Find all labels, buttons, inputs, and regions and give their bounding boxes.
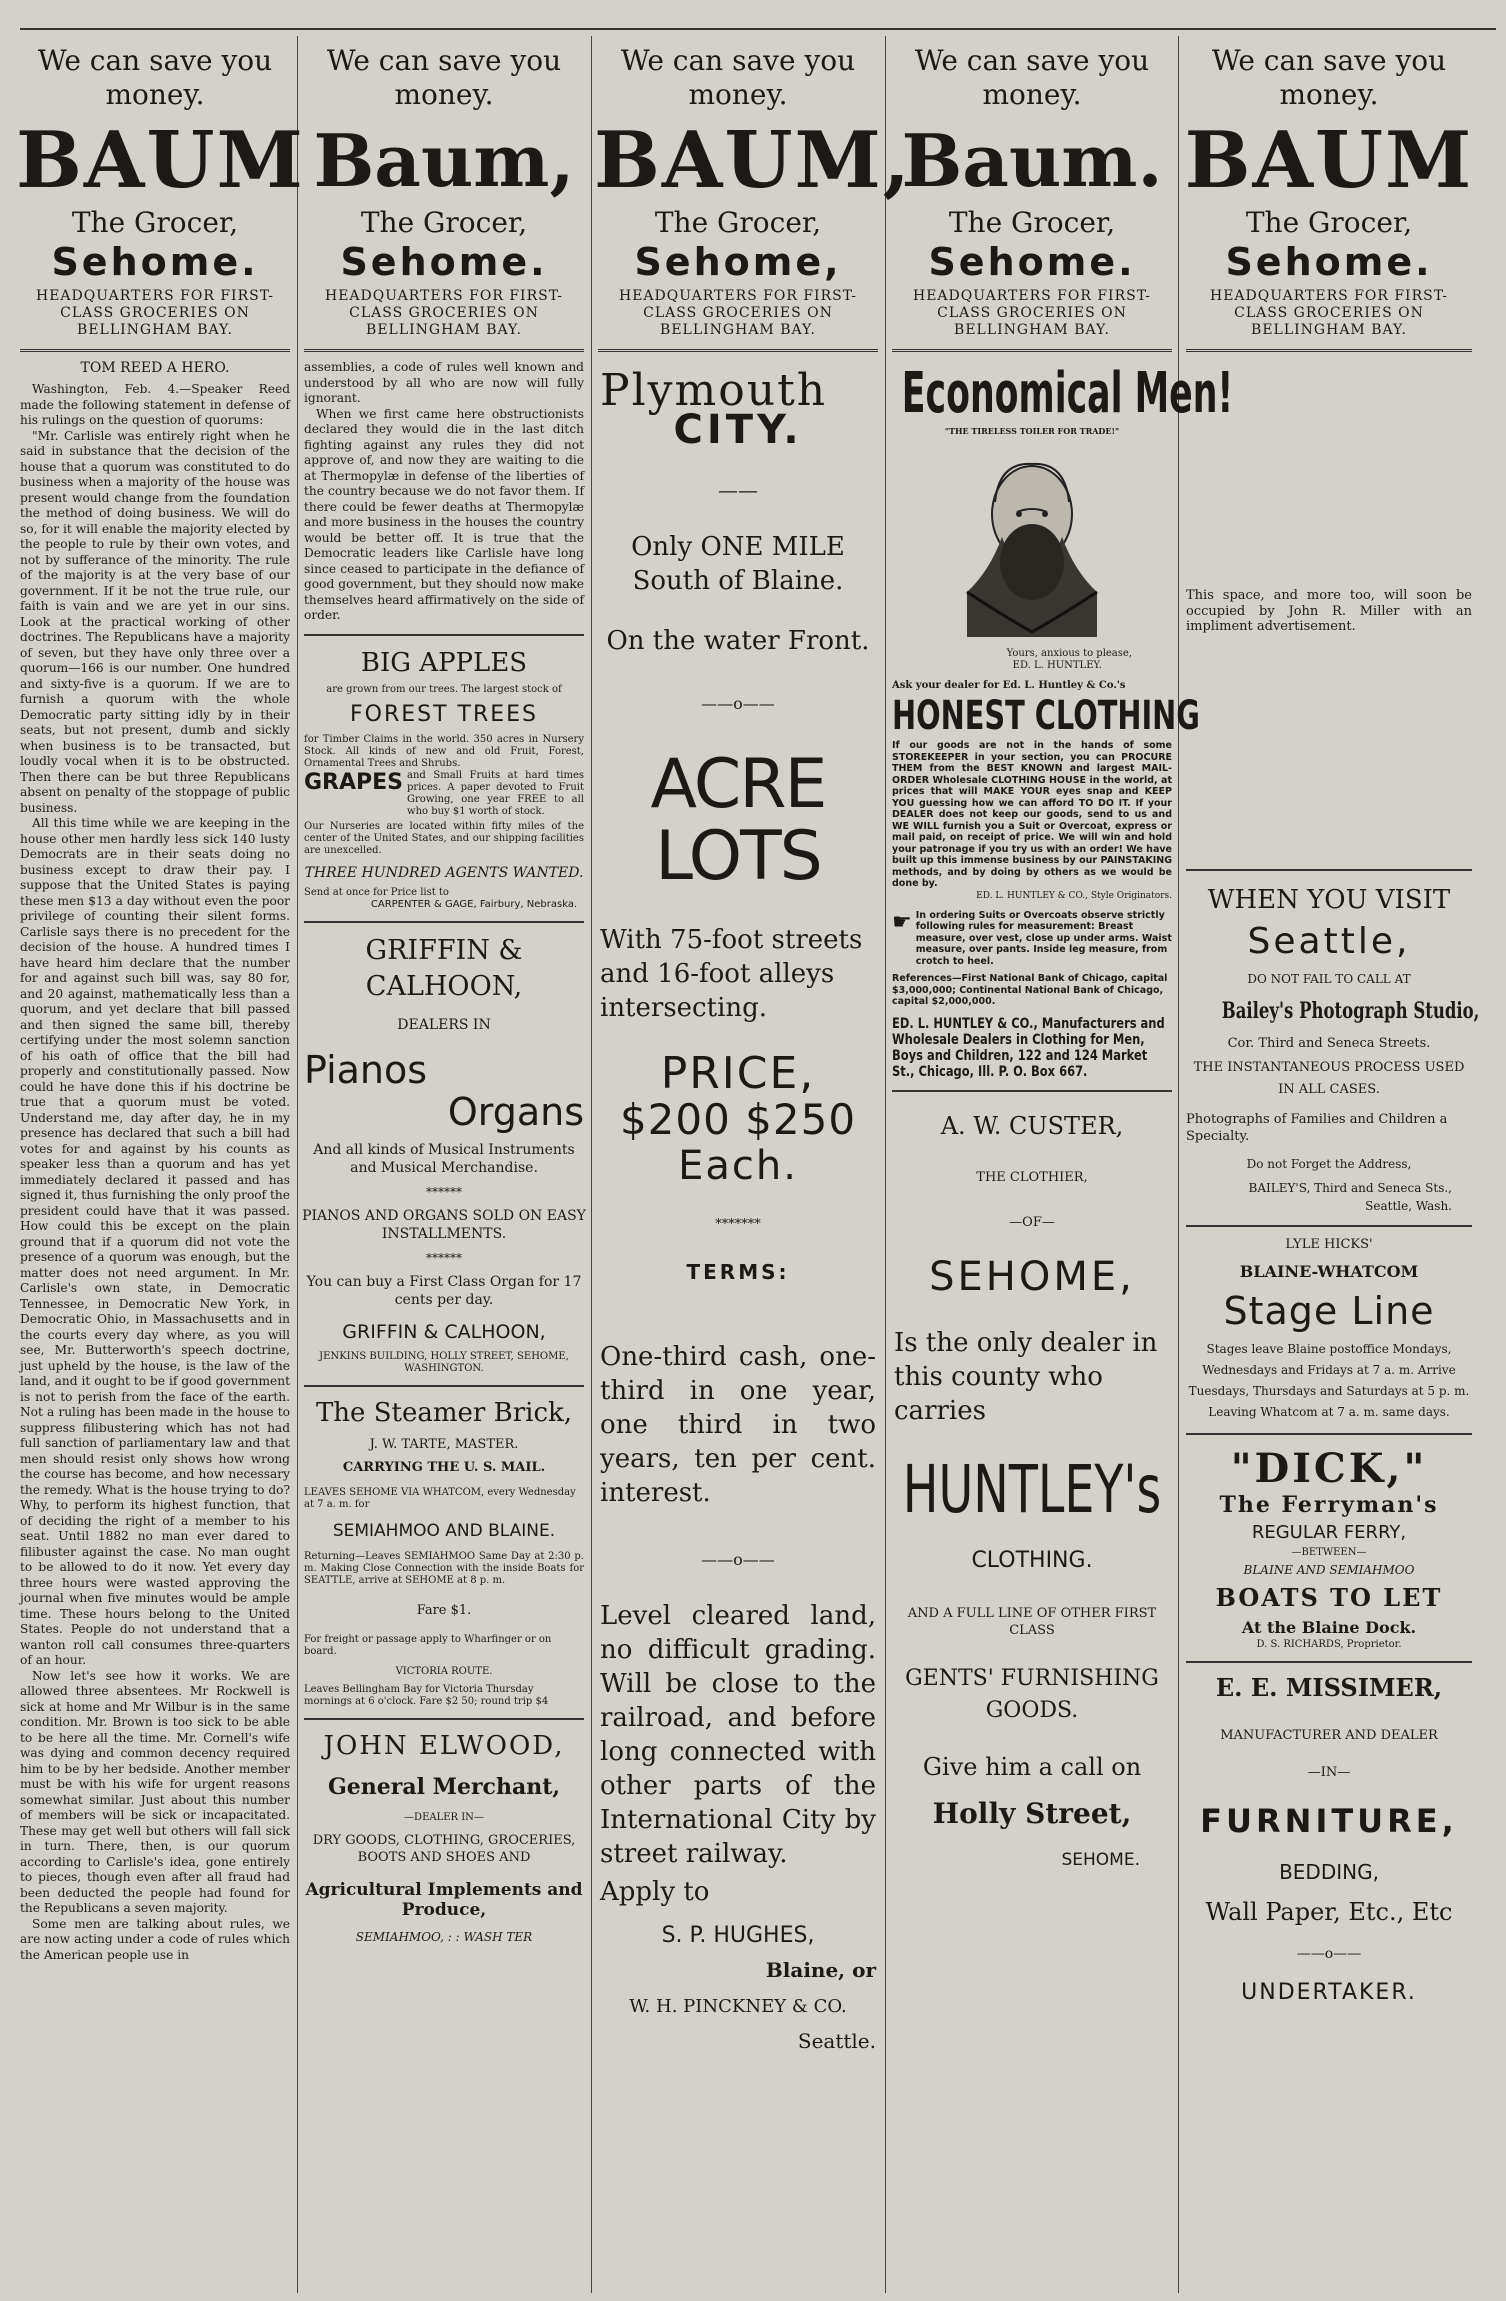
holly-street: Holly Street, [932,1796,1132,1830]
stage-ad [1182,1237,1476,1423]
between: —BETWEEN— [1291,1546,1367,1558]
stage-text: Stages leave Blaine postoffice Mondays, Wednesdays and Fridays at 7 a. m. Arrive Tuesdays, Thursdays and Saturdays at 5 p. m. Leaving Whatcom at 7 a. m. same days. [1188,1341,1470,1419]
blaine-dock: At the Blaine Dock. [1241,1617,1417,1637]
forget-address: Do not Forget the Address, [1246,1156,1412,1171]
victoria-text: Leaves Bellingham Bay for Victoria Thursday mornings at 6 o'clock. Fare $2 50; round trip $4 [304,1683,549,1707]
column-4 [888,36,1234,2293]
give-call: Give him a call on [922,1752,1142,1781]
column-3 [594,36,912,2293]
divider [1186,1433,1472,1435]
sep: ——o—— [701,694,775,713]
miller-notice: This space, and more too, will soon be occupied by John R. Miller with an impliment advertisement. [1186,588,1472,634]
bailey-corner: Cor. Third and Seneca Streets. [1227,1035,1431,1051]
article-paragraph: assemblies, a code of rules well known and understood by all who are now will fully ignorant. [304,360,584,405]
ad-sehome: Sehome. [1225,240,1433,284]
one-mile-south: Only ONE MILE South of Blaine. [631,532,845,596]
custer-ad [888,1112,1176,1870]
honest-clothing: HONEST CLOTHING [892,693,1200,739]
missimer-ad [1182,1673,1476,2005]
ad-hq: HEADQUARTERS FOR FIRST-CLASS GROCERIES ON BELLINGHAM BAY. [325,288,563,338]
ad-tagline: We can save you money. [620,44,856,111]
price-values: $200 $250 [619,1095,857,1144]
custer-sehome2: SEHOME. [1061,1849,1140,1870]
divider [1186,1661,1472,1663]
article-paragraph: Now let's see how it works. We are allowed three absentees. Mr Rockwell is sick at home and Mr Wilbur is in the same condition. Mr. Brown is too sick to be able to be here all the time. Mr. Cornell's wife was dying and common decency required him to be by her bedside. Another member must be with his wife for urgent reasons somewhat similar. Just about this number of members will be sick or incapacitated. These may get well but others will fall sick in turn. There, then, is our quorum according to Carlisle's idea, gone entirely to pieces, though even after all fraud had been deducted the people had found for the Republicans a seven majority. [20,1668,290,1915]
ad-name: BAUM [16,115,305,206]
plymouth-city: CITY. [673,407,803,453]
divider [304,1385,584,1387]
elwood-merchant: General Merchant, [327,1773,561,1800]
ad-hq: HEADQUARTERS FOR FIRST-CLASS GROCERIES ON BELLINGHAM BAY. [619,288,857,338]
bailey-ad [1182,884,1480,1215]
divider [598,349,878,352]
ad-grocer: The Grocer, [360,206,528,239]
divider [1186,349,1472,352]
full-line: AND A FULL LINE OF OTHER FIRST CLASS [907,1605,1157,1638]
portrait-illustration [947,442,1117,642]
ferryman: The Ferryman's [1219,1491,1439,1518]
baum-ad [1182,44,1476,339]
griffin-instruments: And all kinds of Musical Instruments and Musical Merchandise. [313,1141,575,1176]
economical-men: Economical Men! [901,361,1234,426]
huntley-signature: ED. L. HUNTLEY. [1012,660,1102,671]
stage-line: Stage Line [1223,1288,1435,1333]
steamer-master: J. W. TARTE, MASTER. [369,1436,519,1452]
ad-sehome: Sehome. [928,240,1136,284]
article-paragraph: All this time while we are keeping in the house other men hardly less sick 140 lusty Democrats are in their seats doing no business except to draw their pay. I suppose that the United States is paying these men $13 a day without even the poor privilege of counting their silent forms. Carlisle says there is no precedent for the decision of the house. A hundred times I have heard him declare that the number for and against such bill was, say 80 for, and 20 against, mathematically less than a quorum, and yet declare that bill passed and then signed the same bill, thereby certifying under the most solemn sanction of his oath of office that the bill had properly and constitutionally passed. Now could he have done this if his doctrine be true that a quorum must be voted. Understand me, day after day, he in my presence has declared that such a bill had votes for and against by his counts as speaker less than a quorum and has yet immediately declared it passed and has signed it, thus furnishing the only proof the president could have that it was passed. How could this be except on the plain ground that if a quorum did not vote the presence of a quorum was enough, but the matter does not need argument. In Mr. Carlisle's own state, in Democratic Tennessee, in Democratic New York, in Democratic Ohio, in Massachusetts and in the courts every day where, as you will see, Mr. Butterworth's speech doctrine, just upheld by the house, is the law of the land, and it ought to be if good government is not to perish from the face of the earth. Not a ruling has been made in the house to suppress filibustering which has not had full sanction of parliamentary law and that men should resist only shows how wrong the course has become, and how necessary the remedy. What is the house trying to do? Why, to perform its highest function, that of deciding the right of a member to his seat. Until 1882 no man ever dared to filibuster against the case. No man ought to be allowed to do it now. Yet every day three hours were wasted approving the journal when five minutes would be ample time. These hours belong to the United States. People do not understand that a wanton roll call consumes three-quarters of an hour. [20,816,290,1667]
article-continued [300,360,588,624]
article-title: TOM REED A HERO. [80,360,230,376]
forest-trees: FOREST TREES [349,701,539,727]
stars: ******* [715,1217,761,1232]
steamer-title: The Steamer Brick, [315,1397,573,1428]
apply-to: Apply to [600,1877,710,1907]
ad-tagline: We can save you money. [326,44,562,111]
blaine-or: Blaine, or [765,1958,876,1982]
griffin-ad [300,933,588,1375]
huntleys: HUNTLEY's [902,1450,1162,1528]
streets-text: With 75-foot streets and 16-foot alleys intersecting. [600,925,863,1023]
divider [1186,869,1472,871]
griffin-dealers: DEALERS IN [397,1016,491,1033]
sep: —— [718,478,758,502]
references-text: References—First National Bank of Chicago, capital $3,000,000; Continental National Bank of Chicago, capital $2,000,000. [892,973,1168,1007]
terms-title: TERMS: [686,1260,790,1284]
article-paragraph: When we first came here obstructionists declared they would die in the last ditch fighting against any rules they did not approve of, and now they are waiting to die at Thermopylæ in defense of the liberties of the country because we do not favor them. If there could be fewer deaths at Thermopylæ and more business in the houses the country would be better off. It is true that the Democratic leaders like Carlisle have long since ceased to participate in the defiance of good government, but they should now make themselves heard affirmatively on the side of order. [304,406,584,622]
bailey-studio: Bailey's Photograph Studio, [1221,997,1480,1024]
elwood-dealer: —DEALER IN— [404,1811,484,1823]
nursery-text: Our Nurseries are located within fifty miles of the center of the United States, and our shipping facilities are unexcelled. [304,820,584,856]
furniture: FURNITURE, [1200,1801,1458,1840]
sep: ——o—— [701,1550,775,1569]
pinckney: W. H. PINCKNEY & CO. [629,1996,847,2017]
article-paragraph: Some men are talking about rules, we are now acting under a code of rules which the American people use in [20,1916,290,1962]
grapes-label: GRAPES [304,769,404,795]
elwood-place: SEMIAHMOO, : : WASH TER [355,1929,533,1944]
article-paragraph: "Mr. Carlisle was entirely right when he said in substance that the decision of the house that a quorum was constituted to do business when a majority of the house was present would change from the foundation the method of doing business. We will do so, for it will enable the majority elected by the people to rule by their own votes, and not by sufferance of the minority. The rule of the majority is at the very base of our government. If it be not the true rule, our faith is vain and we are yet in our sins. Look at the practical working of other doctrines. The Republicans have a majority of seven, but they have only three over a quorum—166 is our number. One hundred and sixty-five is a quorum. If we are to furnish a quorum with the whole Democratic party sitting idly by in their seats, but not present, dumb and sickly when business is to be transacted, but loudly vocal when it is to be obstructed. Then there can be but three Republicans absent on penalty of the stoppage of public business. [20,428,290,815]
installments: PIANOS AND ORGANS SOLD ON EASY INSTALLMENTS. [302,1207,586,1242]
dick-title: "DICK," [1230,1444,1428,1492]
wall-paper: Wall Paper, Etc., Etc [1205,1897,1453,1926]
ad-grocer: The Grocer, [948,206,1116,239]
bailey-seattle: Seattle, [1247,920,1411,962]
column-rule [297,36,298,2293]
victoria-route: VICTORIA ROUTE. [395,1665,493,1677]
article-paragraph: Washington, Feb. 4.—Speaker Reed made the following statement in defense of his rulings on the question of quorums: [20,382,290,427]
ad-name: Baum, [313,118,575,203]
column-2 [300,36,588,2293]
custer-of: —OF— [1009,1214,1055,1230]
when-you-visit: WHEN YOU VISIT [1207,884,1451,915]
ad-tagline: We can save you money. [914,44,1150,111]
column-rule [591,36,592,2293]
blaine-whatcom: BLAINE-WHATCOM [1239,1261,1419,1281]
ferry-ad [1182,1445,1476,1651]
gents-furnishing: GENTS' FURNISHING GOODS. [905,1665,1159,1723]
ad-name: Baum. [901,118,1163,203]
huntleys-clothing: CLOTHING. [971,1547,1093,1573]
blaine-semiahmoo: BLAINE AND SEMIAHMOO [1243,1562,1415,1577]
ad-tagline: We can save you money. [1211,44,1447,111]
article-body [16,382,294,1963]
griffin-address: JENKINS BUILDING, HOLLY STREET, SEHOME, WASHINGTON. [319,1350,569,1374]
divider [304,349,584,352]
ad-name: BAUM, [594,115,912,206]
column-5 [1182,36,1480,2293]
grapes-text: and Small Fruits at hard times prices. A paper devoted to Fruit Growing, one year FREE to all who buy $1 worth of stock. [407,769,584,817]
organ-price: You can buy a First Class Organ for 17 cents per day. [306,1273,582,1308]
ordering-text: In ordering Suits or Overcoats observe strictly following rules for measurement: Breast measure, over vest, close up under arms. Waist measure, over pants. Inside leg measure, from crotch to heel. [915,909,1172,967]
photos-specialty: Photographs of Families and Children a Specialty. [1186,1111,1448,1144]
price-each: Each. [678,1143,798,1189]
divider [1186,1225,1472,1227]
baum-ad [888,44,1176,339]
richards: D. S. RICHARDS, Proprietor. [1256,1638,1402,1650]
hughes: S. P. HUGHES, [661,1923,815,1948]
ad-name: BAUM [1184,115,1474,206]
divider [304,921,584,923]
apples-title: BIG APPLES [360,647,528,678]
divider [892,349,1172,352]
elwood-title: JOHN ELWOOD, [323,1730,565,1761]
manufacturer: MANUFACTURER AND DEALER [1220,1727,1438,1743]
terms-text: One-third cash, one-third in one year, one third in two years, ten per cent. interest. [600,1342,876,1508]
originators: ED. L. HUNTLEY & CO., Style Originators. [976,890,1172,901]
send-text: Send at once for Price list to [304,886,449,898]
ad-sehome: Sehome. [340,240,548,284]
divider [892,1090,1172,1092]
griffin-name: GRIFFIN & CALHOON, [342,1320,546,1343]
elwood-ad [300,1730,588,1944]
ad-hq: HEADQUARTERS FOR FIRST-CLASS GROCERIES ON BELLINGHAM BAY. [913,288,1151,338]
plymouth-ad [594,365,882,2053]
ad-hq: HEADQUARTERS FOR FIRST-CLASS GROCERIES ON BELLINGHAM BAY. [36,288,274,338]
acre-lots: ACRE LOTS [650,745,826,896]
level-text: Level cleared land, no difficult grading. Will be close to the railroad, and before long connected with other parts of the International City by street railway. [600,1601,876,1869]
bedding: BEDDING, [1279,1859,1379,1884]
steamer-fare: Fare $1. [416,1602,472,1618]
plymouth-title: Plymouth [600,365,828,416]
divider [304,634,584,636]
steamer-returning: Returning—Leaves SEMIAHMOO Same Day at 2:30 p. m. Making Close Connection with the inside Boats for SEATTLE, arrive at SEHOME at 8 p. m. [304,1550,584,1586]
agents-wanted: THREE HUNDRED AGENTS WANTED. [304,864,584,881]
divider [20,349,290,352]
yours-text: Yours, anxious to please, [1006,648,1132,659]
steamer-dest: SEMIAHMOO AND BLAINE. [332,1520,556,1541]
honest-text: If our goods are not in the hands of some STOREKEEPER in your section, you can PROCURE THEM from the BEST KNOWN and largest MAIL-ORDER Wholesale CLOTHING HOUSE in the world, at prices that will MAKE YOUR eyes snap and KEEP YOU guessing how we can afford TO DO IT. If your DEALER does not keep our goods, send to us and WE WILL furnish you a Suit or Overcoat, express or mail paid, on receipt of price. We will win and hold your patronage if you try us with an order! We have built up this immense business by our PAINSTAKING methods, and by doing by others as we would be done by. [892,740,1172,889]
stars: ****** [426,1250,462,1265]
ad-hq: HEADQUARTERS FOR FIRST-CLASS GROCERIES ON BELLINGHAM BAY. [1210,288,1448,338]
divider [304,1718,584,1720]
tireless: "THE TIRELESS TOILER FOR TRADE!" [944,426,1120,436]
sep: ——o—— [1296,1945,1362,1962]
firm-name: CARPENTER & GAGE, Fairbury, Nebraska. [370,898,578,910]
bailey-address: BAILEY'S, Third and Seneca Sts., Seattle, Wash. [1248,1180,1452,1213]
column-rule [885,36,886,2293]
griffin-title: GRIFFIN & CALHOON, [365,934,523,1002]
only-dealer: Is the only dealer in this county who carries [894,1327,1158,1426]
elwood-goods: DRY GOODS, CLOTHING, GROCERIES, BOOTS AND SHOES AND [312,1832,576,1865]
top-rule [20,28,1496,30]
custer-title: A. W. CUSTER, [940,1111,1124,1140]
steamer-mail: CARRYING THE U. S. MAIL. [342,1459,546,1475]
ad-sehome: Sehome. [51,240,259,284]
missimer-title: E. E. MISSIMER, [1215,1672,1443,1702]
ad-tagline: We can save you money. [37,44,273,111]
ask-dealer: Ask your dealer for Ed. L. Huntley & Co.'s [892,680,1126,691]
custer-sehome: SEHOME, [929,1253,1135,1300]
baum-ad [300,44,588,339]
seattle: Seattle. [797,2029,876,2053]
huntley-ad [888,361,1234,1080]
boats-to-let: BOATS TO LET [1215,1582,1443,1612]
custer-clothier: THE CLOTHIER, [976,1169,1088,1185]
stars: ****** [426,1184,462,1199]
ad-sehome: Sehome, [634,240,842,284]
column-1 [16,36,305,2293]
steamer-freight: For freight or passage apply to Wharfinger or on board. [304,1633,552,1657]
pianos: Pianos [304,1047,428,1092]
baum-ad [16,44,305,339]
steamer-ad [300,1397,588,1708]
apples-claims: for Timber Claims in the world. 350 acres in Nursery Stock. All kinds of new and old Fruit, Forest, Ornamental Trees and Shrubs. [304,733,584,769]
organs: Organs [447,1089,584,1134]
elwood-implements: Agricultural Implements and Produce, [305,1879,583,1920]
regular-ferry: REGULAR FERRY, [1251,1521,1407,1543]
steamer-leaves: LEAVES SEHOME VIA WHATCOM, every Wednesday at 7 a. m. for [304,1486,576,1510]
undertaker: UNDERTAKER. [1241,1979,1417,2005]
missimer-in: —IN— [1307,1764,1351,1780]
pointing-hand-icon: ☛ [892,909,912,935]
do-not-fail: DO NOT FAIL TO CALL AT [1247,971,1411,986]
apples-sub: are grown from our trees. The largest stock of [326,683,562,695]
price-label: PRICE, [660,1048,816,1099]
ad-grocer: The Grocer, [71,206,239,239]
baum-ad [594,44,912,339]
huntley-company: ED. L. HUNTLEY & CO., Manufacturers and Wholesale Dealers in Clothing for Men, Boys and Children, 122 and 124 Market St., Chicago, Ill. P. O. Box 667. [892,1015,1165,1080]
apples-ad [300,646,588,911]
ad-grocer: The Grocer, [654,206,822,239]
lyle-hicks: LYLE HICKS' [1285,1236,1373,1252]
instantaneous: THE INSTANTANEOUS PROCESS USED IN ALL CASES. [1193,1059,1465,1097]
water-front: On the water Front. [606,626,870,656]
ad-grocer: The Grocer, [1245,206,1413,239]
